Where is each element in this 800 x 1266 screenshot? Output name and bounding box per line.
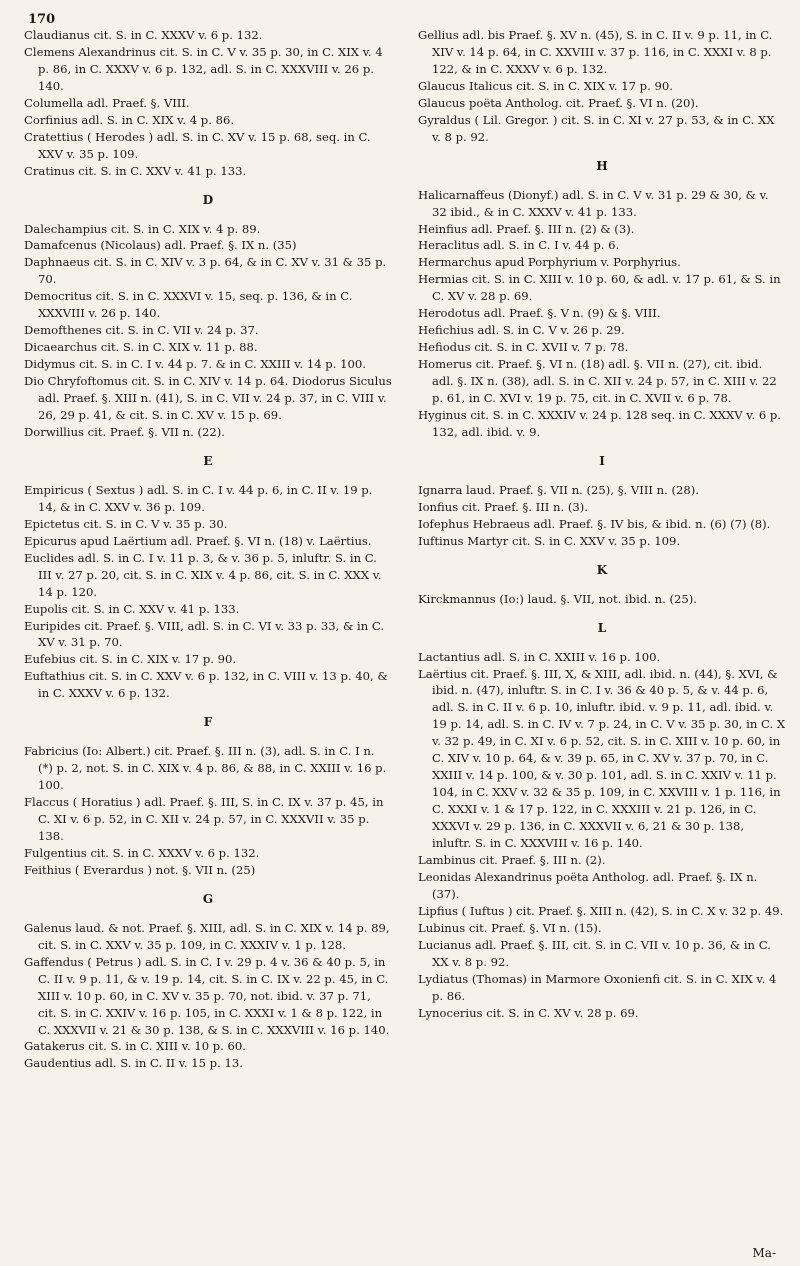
index-entry: Gaudentius adl. S. in C. II v. 15 p. 13. [24,1056,243,1071]
index-entry: Hefiodus cit. S. in C. XVII v. 7 p. 78. [418,340,629,355]
index-entry: Cratettius ( Herodes ) adl. S. in C. XV v. 15 p. 68, seq. in C. XXV v. 35 p. 109. [24,129,371,161]
index-entry: Epictetus cit. S. in C. V v. 35 p. 30. [24,516,228,531]
index-entry: Democritus cit. S. in C. XXXVI v. 15, seq. p. 136, & in C. XXXVIII v. 26 p. 140. [24,289,353,321]
page-number: 170 [28,12,56,27]
index-entry: Lucianus adl. Praef. §. III, cit. S. in C. VII v. 10 p. 36, & in C. XX v. 8 p. 92. [418,937,771,969]
index-entry: Halicarnaffeus (Dionyf.) adl. S. in C. V v. 31 p. 29 & 30, & v. 32 ibid., & in C. XXXV v. 41 p. 133. [418,187,769,219]
index-entry: Fulgentius cit. S. in C. XXXV v. 6 p. 132. [24,845,260,860]
index-entry: Ionfius cit. Praef. §. III n. (3). [418,499,588,514]
index-entry: Claudianus cit. S. in C. XXXV v. 6 p. 132. [24,28,263,42]
index-entry: Lactantius adl. S. in C. XXIII v. 16 p. 100. [418,649,661,664]
index-entry: Heraclitus adl. S. in C. I v. 44 p. 6. [418,238,620,253]
index-entry: Lydiatus (Thomas) in Marmore Oxonienfi cit. S. in C. XIX v. 4 p. 86. [418,971,777,1003]
index-entry: Clemens Alexandrinus cit. S. in C. V v. 35 p. 30, in C. XIX v. 4 p. 86, in C. XXXV v. 6 p. 132, adl. S. in C. XXXVIII v. 26 p. 140. [24,44,383,93]
right-column [418,27,786,1022]
index-entry: Gyraldus ( Lil. Gregor. ) cit. S. in C. XI v. 27 p. 53, & in C. XX v. 8 p. 92. [418,112,775,144]
index-entry: Iuftinus Martyr cit. S. in C. XXV v. 35 p. 109. [418,533,681,548]
left-column [24,27,392,1072]
index-entry: Eupolis cit. S. in C. XXV v. 41 p. 133. [24,601,240,616]
index-entry: Didymus cit. S. in C. I v. 44 p. 7. & in C. XXIII v. 14 p. 100. [24,357,366,372]
index-entry: Lubinus cit. Praef. §. VI n. (15). [418,920,602,935]
index-entry: Epicurus apud Laërtium adl. Praef. §. VI n. (18) v. Laërtius. [24,533,372,548]
index-entry: Ignarra laud. Praef. §. VII n. (25), §. VIII n. (28). [418,482,699,497]
index-entry: Hefichius adl. S. in C. V v. 26 p. 29. [418,323,625,338]
index-entry: Damafcenus (Nicolaus) adl. Praef. §. IX n. (35) [24,238,297,253]
index-entry: Columella adl. Praef. §. VIII. [24,95,190,110]
index-entry: Dio Chryfoftomus cit. S. in C. XIV v. 14 p. 64. Diodorus Siculus adl. Praef. §. XIII n. (41), S. in C. VII v. 24 p. 37, in C. VIII v. 26, 29 p. 41, & cit. S. in C. XV v. 15 p. 69. [24,374,392,423]
section-letter: H [596,158,608,173]
index-entry: Laërtius cit. Praef. §. III, X, & XIII, adl. ibid. n. (44), §. XVI, & ibid. n. (47), inluftr. S. in C. I v. 36 & 40 p. 5, & v. 44 p. 6, adl. S. in C. II v. 6 p. 10, inluftr. ibid. v. 9 p. 11, adl. ibid. v. 19 p. 14, adl. S. in C. IV v. 7 p. 24, in C. V v. 35 p. 30, in C. X v. 32 p. 49, in C. XI v. 6 p. 52, cit. S. in C. XIII v. 10 p. 60, in C. XIV v. 10 p. 64, & v. 39 p. 65, in C. XV v. 37 p. 70, in C. XXIII v. 14 p. 100, & v. 30 p. 101, adl. S. in C. XXIV v. 11 p. 104, in C. XXV v. 32 & 35 p. 109, in C. XXVIII v. 1 p. 116, in C. XXXI v. 1 & 17 p. 122, in C. XXXIII v. 21 p. 126, in C. XXXVI v. 29 p. 136, in C. XXXVII v. 6, 21 & 30 p. 138, inluftr. S. in C. XXXVIII v. 16 p. 140. [418,666,786,851]
index-entry: Lipfius ( Iuftus ) cit. Praef. §. XIII n. (42), S. in C. X v. 32 p. 49. [418,903,784,918]
index-entry: Gatakerus cit. S. in C. XIII v. 10 p. 60. [24,1039,246,1054]
index-entry: Heinfius adl. Praef. §. III n. (2) & (3). [418,221,635,236]
index-entry: Hermarchus apud Porphyrium v. Porphyrius. [418,255,681,270]
index-entry: Galenus laud. & not. Praef. §. XIII, adl. S. in C. XIX v. 14 p. 89, cit. S. in C. XXV v. 35 p. 109, in C. XXXIV v. 1 p. 128. [24,920,390,952]
index-entry: Euclides adl. S. in C. I v. 11 p. 3, & v. 36 p. 5, inluftr. S. in C. III v. 27 p. 20, cit. S. in C. XIX v. 4 p. 86, cit. S. in C. XXX v. 14 p. 120. [24,550,382,599]
section-letter: G [202,891,214,906]
section-letter: F [203,715,213,730]
index-entry: Feithius ( Everardus ) not. §. VII n. (25) [24,862,256,877]
index-entry: Herodotus adl. Praef. §. V n. (9) & §. VIII. [418,306,661,321]
index-entry: Euftathius cit. S. in C. XXV v. 6 p. 132, in C. VIII v. 13 p. 40, & in C. XXXV v. 6 p. 132. [24,669,388,701]
index-entry: Gaffendus ( Petrus ) adl. S. in C. I v. 29 p. 4 v. 36 & 40 p. 5, in C. II v. 9 p. 11, & v. 19 p. 14, cit. S. in C. IX v. 22 p. 45, in C. XIII v. 10 p. 60, in C. XV v. 35 p. 70, not. ibid. v. 37 p. 71, cit. S. in C. XXIV v. 16 p. 105, in C. XXXI v. 1 & 8 p. 122, in C. XXXVII v. 21 & 30 p. 138, & S. in C. XXXVIII v. 16 p. 140. [24,954,390,1037]
catchword: Ma- [752,1246,776,1260]
index-entry: Dicaearchus cit. S. in C. XIX v. 11 p. 88. [24,340,258,355]
section-letter: E [203,453,213,468]
index-entry: Glaucus Italicus cit. S. in C. XIX v. 17 p. 90. [418,78,673,93]
index-entry: Lambinus cit. Praef. §. III n. (2). [418,852,606,867]
index-entry: Cratinus cit. S. in C. XXV v. 41 p. 133. [24,163,247,178]
index-entry: Kirckmannus (Io:) laud. §. VII, not. ibid. n. (25). [418,591,697,606]
index-entry: Gellius adl. bis Praef. §. XV n. (45), S. in C. II v. 9 p. 11, in C. XIV v. 14 p. 64, in C. XXVIII v. 37 p. 116, in C. XXXI v. 8 p. 122, & in C. XXXV v. 6 p. 132. [418,28,773,76]
section-letter: K [596,562,608,577]
index-entry: Dorwillius cit. Praef. §. VII n. (22). [24,424,225,439]
index-entry: Euripides cit. Praef. §. VIII, adl. S. in C. VI v. 33 p. 33, & in C. XV v. 31 p. 70. [24,618,385,650]
index-entry: Corfinius adl. S. in C. XIX v. 4 p. 86. [24,112,235,127]
index-entry: Homerus cit. Praef. §. VI n. (18) adl. §. VII n. (27), cit. ibid. adl. §. IX n. (38), adl. S. in C. XII v. 24 p. 57, in C. XIII v. 22 p. 61, in C. XVI v. 19 p. 75, cit. in C. XVII v. 6 p. 78. [418,357,777,406]
index-entry: Dalechampius cit. S. in C. XIX v. 4 p. 89. [24,221,261,236]
index-entry: Eufebius cit. S. in C. XIX v. 17 p. 90. [24,652,237,667]
section-letter: L [597,620,607,635]
index-entry: Daphnaeus cit. S. in C. XIV v. 3 p. 64, & in C. XV v. 31 & 35 p. 70. [24,255,387,287]
index-entry: Empiricus ( Sextus ) adl. S. in C. I v. 44 p. 6, in C. II v. 19 p. 14, & in C. XXV v. 36 p. 109. [24,482,373,514]
index-entry: Leonidas Alexandrinus poëta Antholog. adl. Praef. §. IX n. (37). [418,869,758,901]
index-entry: Hyginus cit. S. in C. XXXIV v. 24 p. 128 seq. in C. XXXV v. 6 p. 132, adl. ibid. v. 9. [418,408,781,439]
index-entry: Fabricius (Io: Albert.) cit. Praef. §. III n. (3), adl. S. in C. I n. (*) p. 2, not. S. in C. XIX v. 4 p. 86, & 88, in C. XXIII v. 16 p. 100. [24,744,387,793]
index-entry: Demofthenes cit. S. in C. VII v. 24 p. 37. [24,323,259,338]
index-entry: Glaucus poëta Antholog. cit. Praef. §. VI n. (20). [418,95,699,110]
index-entry: Flaccus ( Horatius ) adl. Praef. §. III, S. in C. IX v. 37 p. 45, in C. XI v. 6 p. 52, in C. XII v. 24 p. 57, in C. XXXVII v. 35 p. 138. [24,795,384,843]
section-letter: D [202,192,214,207]
index-entry: Lynocerius cit. S. in C. XV v. 28 p. 69. [418,1005,639,1020]
index-entry: Iofephus Hebraeus adl. Praef. §. IV bis, & ibid. n. (6) (7) (8). [418,516,771,531]
index-entry: Hermias cit. S. in C. XIII v. 10 p. 60, & adl. v. 17 p. 61, & S. in C. XV v. 28 p. 69. [418,272,781,304]
section-letter: I [599,453,605,468]
